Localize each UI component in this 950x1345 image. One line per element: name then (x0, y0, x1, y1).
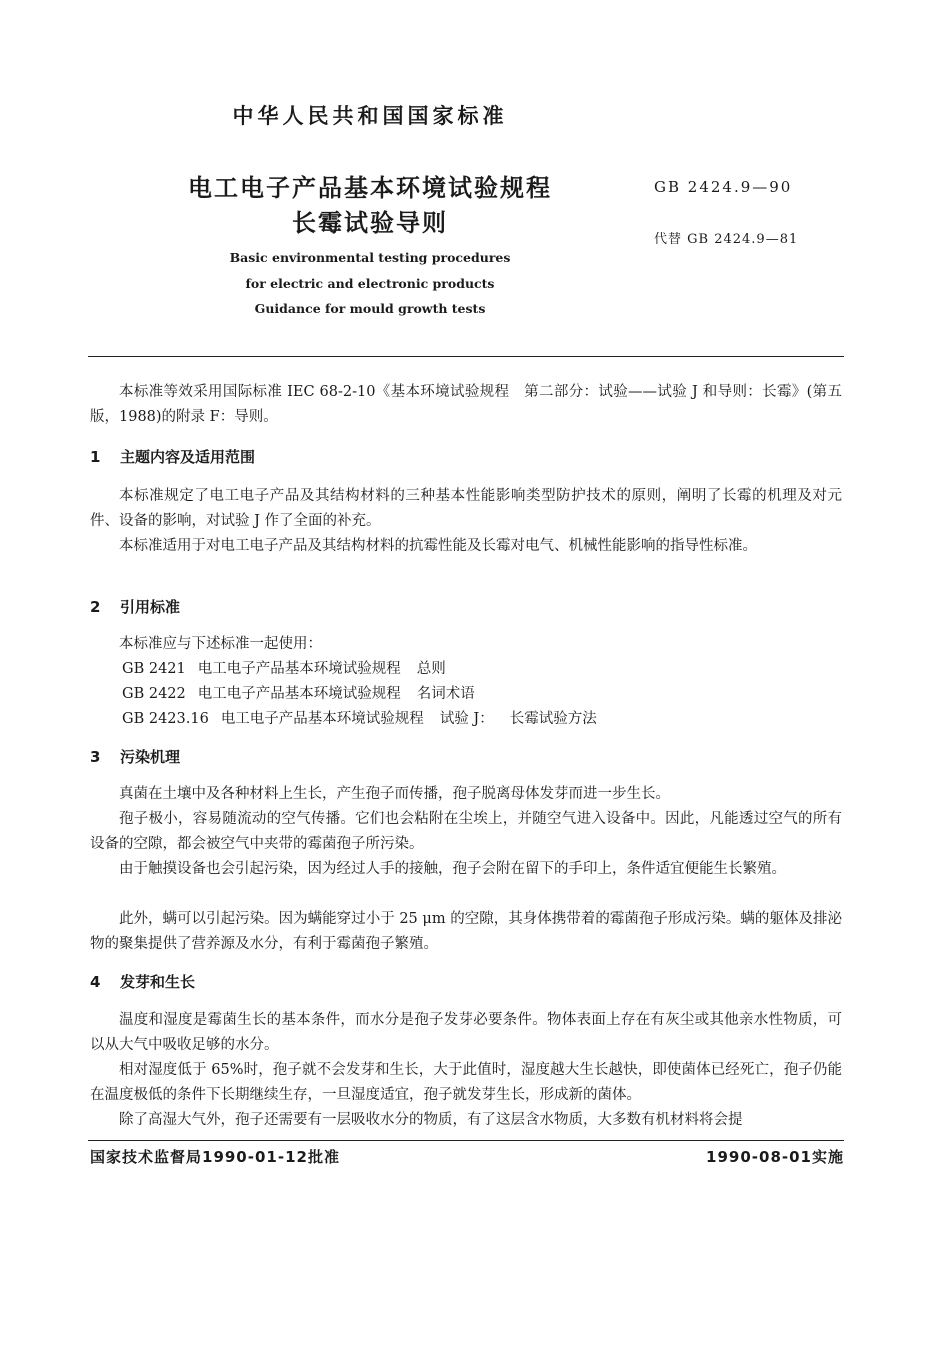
section-number: 4 (90, 973, 101, 991)
replaces-note: 代替 GB 2424.9—81 (654, 232, 799, 247)
reference-code: GB 2423.16 (122, 711, 209, 727)
national-standard-heading: 中华人民共和国国家标准 (232, 104, 508, 128)
section-3-paragraph-1: 真菌在土壤中及各种材料上生长，产生孢子而传播，孢子脱离母体发芽而进一步生长。 (119, 786, 670, 802)
reference-subtitle: 名词术语 (416, 686, 475, 702)
section-title: 污染机理 (120, 748, 181, 766)
implementation-note: 1990-08-01实施 (706, 1148, 844, 1166)
approval-note: 国家技术监督局1990-01-12批准 (90, 1148, 340, 1166)
english-title-line3: Guidance for mould growth tests (254, 301, 486, 316)
section-number: 2 (90, 598, 101, 616)
reference-item (122, 682, 475, 703)
section-4-paragraph-1: 温度和湿度是霉菌生长的基本条件，而水分是孢子发芽必要条件。物体表面上存在有灰尘或其他亲水性物质，可以从大气中吸收足够的水分。 (90, 1012, 842, 1053)
section-4-paragraph-3: 除了高湿大气外，孢子还需要有一层吸收水分的物质，有了这层含水物质，大多数有机材料将会提 (119, 1112, 743, 1128)
section-3-paragraph-2: 孢子极小，容易随流动的空气传播。它们也会粘附在尘埃上，并随空气进入设备中。因此，凡能透过空气的所有设备的空隙，都会被空气中夹带的霉菌孢子所污染。 (90, 811, 842, 852)
reference-subtitle: 总则 (416, 661, 446, 677)
section-1-paragraph-2: 本标准适用于对电工电子产品及其结构材料的抗霉性能及长霉对电气、机械性能影响的指导性标准。 (119, 538, 757, 554)
section-heading-4 (90, 971, 195, 992)
header-divider (88, 356, 844, 357)
intro-paragraph: 本标准等效采用国际标准 IEC 68-2-10《基本环境试验规程 第二部分：试验——试验 J 和导则：长霉》(第五版，1988)的附录 F：导则。 (90, 384, 842, 425)
english-title-line2: for electric and electronic products (245, 276, 495, 291)
reference-title: 电工电子产品基本环境试验规程 (197, 686, 401, 702)
section-2-lead: 本标准应与下述标准一起使用： (119, 636, 322, 652)
section-1-paragraph-1: 本标准规定了电工电子产品及其结构材料的三种基本性能影响类型防护技术的原则，阐明了长霉的机理及对元件、设备的影响，对试验 J 作了全面的补充。 (90, 488, 842, 529)
reference-subtitle: 长霉试验方法 (509, 711, 597, 727)
section-number: 1 (90, 448, 101, 466)
section-title: 发芽和生长 (120, 973, 196, 991)
section-heading-1 (90, 446, 255, 467)
section-title: 引用标准 (120, 598, 181, 616)
reference-item (122, 657, 446, 678)
section-heading-3 (90, 746, 180, 767)
english-title-line1: Basic environmental testing procedures (229, 250, 511, 265)
reference-code: GB 2422 (122, 686, 186, 702)
standard-code: GB 2424.9—90 (654, 178, 793, 196)
reference-item (122, 707, 597, 728)
reference-code: GB 2421 (122, 661, 186, 677)
section-title: 主题内容及适用范围 (120, 448, 256, 466)
reference-test: 试验 J： (439, 711, 494, 727)
section-3-paragraph-4: 此外，螨可以引起污染。因为螨能穿过小于 25 μm 的空隙，其身体携带着的霉菌孢子形成污染。螨的躯体及排泌物的聚集提供了营养源及水分，有利于霉菌孢子繁殖。 (90, 911, 842, 952)
document-title-line2: 长霉试验导则 (292, 209, 448, 237)
section-4-paragraph-2: 相对湿度低于 65%时，孢子就不会发芽和生长，大于此值时，湿度越大生长越快，即使菌体已经死亡，孢子仍能在温度极低的条件下长期继续生存，一旦湿度适宜，孢子就发芽生长，形成新的菌体。 (90, 1062, 842, 1103)
reference-title: 电工电子产品基本环境试验规程 (197, 661, 401, 677)
section-number: 3 (90, 748, 101, 766)
document-title-line1: 电工电子产品基本环境试验规程 (188, 174, 552, 202)
section-heading-2 (90, 596, 180, 617)
footer-divider (88, 1140, 844, 1141)
reference-title: 电工电子产品基本环境试验规程 (220, 711, 424, 727)
section-3-paragraph-3: 由于触摸设备也会引起污染，因为经过人手的接触，孢子会附在留下的手印上，条件适宜便能生长繁殖。 (119, 861, 786, 877)
